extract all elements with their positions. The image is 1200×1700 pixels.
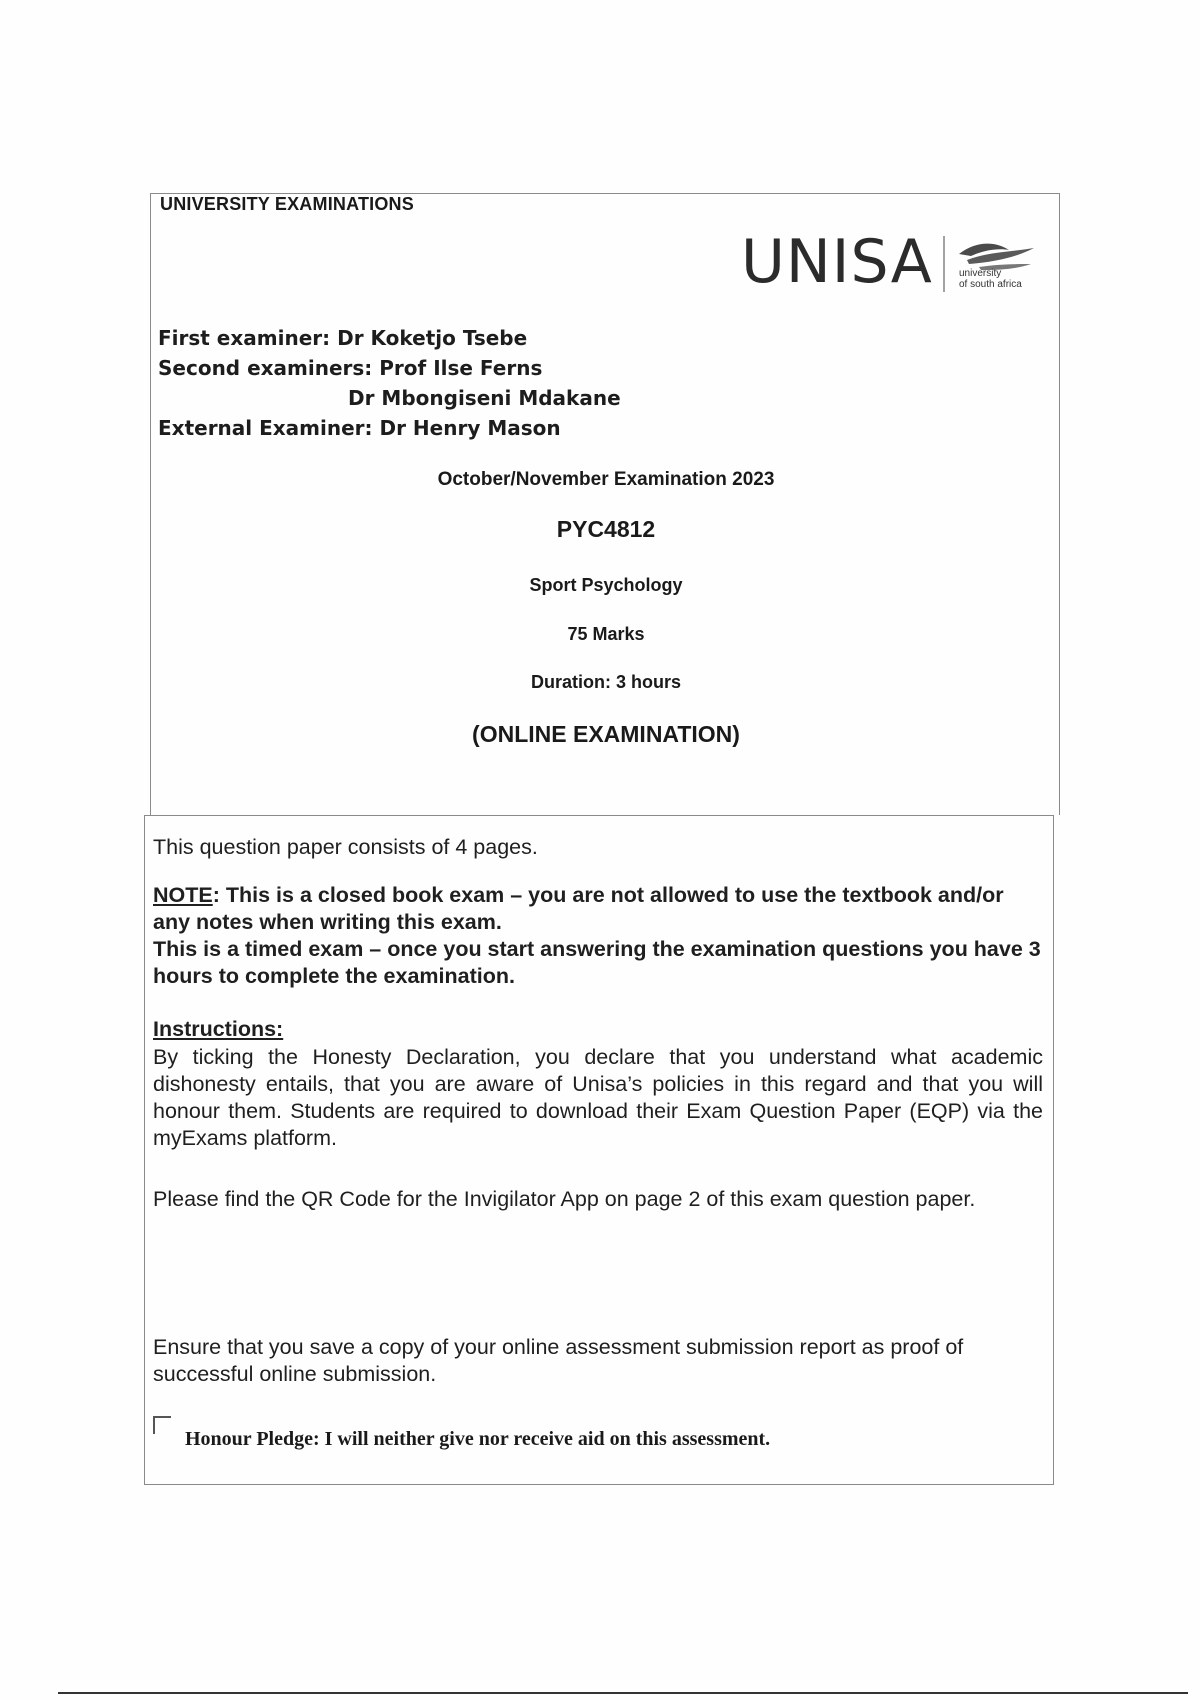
- honour-pledge-text: Honour Pledge: I will neither give nor receive aid on this assessment.: [185, 1428, 771, 1450]
- note-text: : This is a closed book exam – you are not allowed to use the textbook and/or any notes when writing this exam.: [153, 883, 1004, 934]
- instructions-heading: Instructions:: [153, 1017, 284, 1041]
- university-examinations-label: UNIVERSITY EXAMINATIONS: [160, 194, 414, 214]
- instructions-text: By ticking the Honesty Declaration, you declare that you understand what academic dishonesty entails, that you are aware of Unisa’s policies in this regard and that you will honour them. Students are required to download their Exam Question Paper (EQP) via the myExams platform.: [153, 1045, 1043, 1150]
- qr-code-note: Please find the QR Code for the Invigilator App on page 2 of this exam question paper.: [153, 1187, 976, 1211]
- course-title: Sport Psychology: [529, 575, 683, 595]
- total-marks: 75 Marks: [567, 624, 645, 644]
- exam-session: October/November Examination 2023: [437, 469, 775, 490]
- course-code: PYC4812: [556, 516, 656, 542]
- examiners-list: [158, 323, 621, 443]
- second-examiner: Second examiners: Prof Ilse Ferns: [158, 356, 543, 380]
- exam-duration: Duration: 3 hours: [530, 672, 681, 692]
- logo-subtitle: [959, 268, 1022, 290]
- cover-header-box: [150, 193, 1060, 815]
- timed-exam-note: This is a timed exam – once you start answering the examination questions you have 3 hours to complete the examination.: [153, 937, 1041, 988]
- second-examiner-2: Dr Mbongiseni Mdakane: [348, 386, 621, 410]
- external-examiner: External Examiner: Dr Henry Mason: [158, 416, 561, 440]
- note-label: NOTE: [153, 883, 213, 907]
- logo-wordmark: UNISA: [741, 227, 933, 297]
- closed-book-line: [153, 882, 1043, 936]
- honour-pledge: [153, 1416, 1043, 1451]
- closed-book-note: [153, 882, 1043, 990]
- unisa-logo: [741, 227, 1051, 302]
- logo-subtitle-line1: university: [959, 268, 1002, 279]
- instructions-box: [144, 815, 1054, 1485]
- footer-rule: [58, 1692, 1188, 1694]
- honour-pledge-checkbox[interactable]: [153, 1416, 171, 1434]
- page-count-note: This question paper consists of 4 pages.: [153, 835, 538, 859]
- logo-subtitle-line2: of south africa: [959, 279, 1022, 290]
- first-examiner: First examiner: Dr Koketjo Tsebe: [158, 326, 528, 350]
- save-report-note: Ensure that you save a copy of your online assessment submission report as proof of successful online submission.: [153, 1335, 964, 1386]
- exam-mode: (ONLINE EXAMINATION): [472, 721, 740, 747]
